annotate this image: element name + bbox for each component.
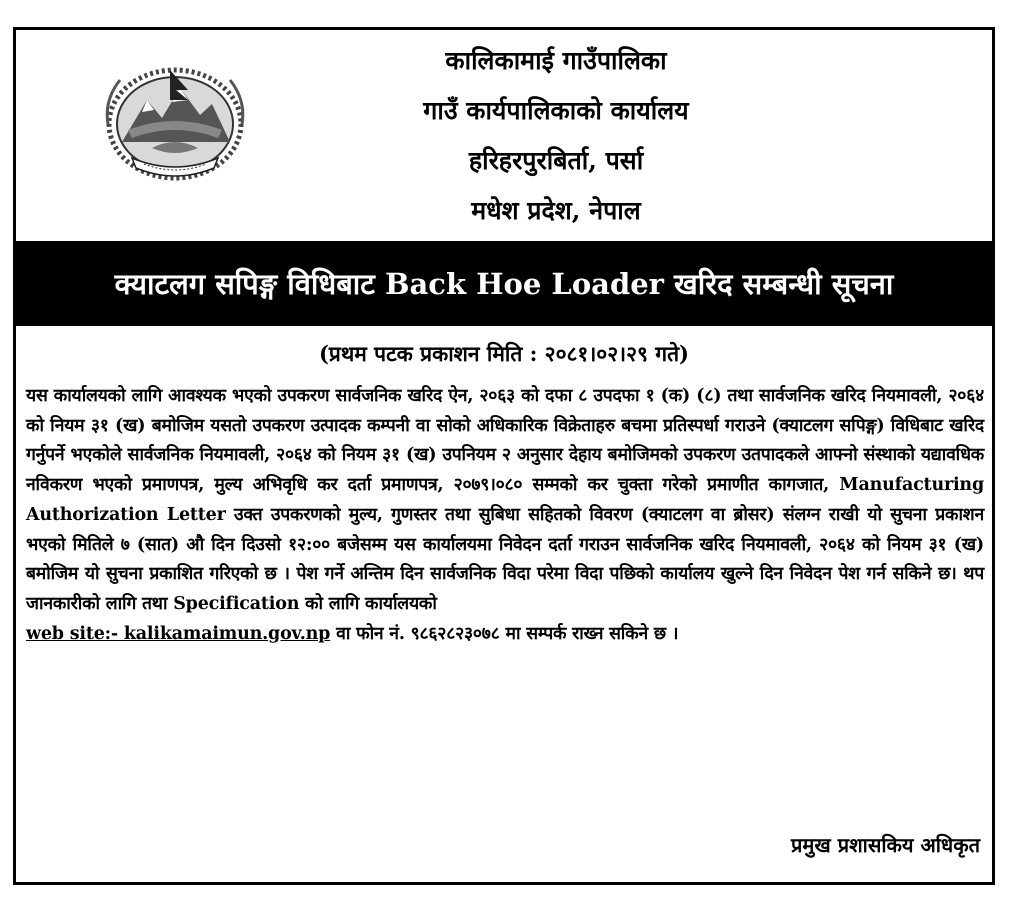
notice-body-text: यस कार्यालयको लागि आवश्यक भएको उपकरण सार्वजनिक खरिद ऐन, २०६३ को दफा ८ उपदफा १ (क) (८) तथा सार्वजनिक खरिद नियमावली, २०६४ को नियम ३१ (ख) बमोजिम यसतो उपकरण उत्पादक कम्पनी वा सोको अधिकारिक विक्रेताहरु बचमा प्रतिस्पर्धा गराउने (क्याटलग सपिङ्ग) विधिबाट खरिद गर्नुपर्ने भएकोले सार्वजनिक नियमावली, २०६४ को नियम ३१ (ख) उपनियम २ अनुसार देहाय बमोजिमको उपकरण उतपादकले आफ्नो संस्थाको यद्यावधिक नविकरण भएको प्रमाणपत्र, मुल्य अभिवृधि कर दर्ता प्रमाणपत्र, २०७९।०८० सम्मको कर चुक्ता गरेको प्रमाणीत कागजात, Manufacturing Authorization Letter उक्त उपकरणको मुल्य, गुणस्तर तथा सुबिधा सहितको विवरण (क्याटलग वा ब्रोसर) संलग्न राखी यो सुचना प्रकाशन भएको मितिले ७ (सात) औ दिन दिउसो १२:०० बजेसम्म यस कार्यालयमा निवेदन दर्ता गराउन सार्वजनिक खरिद नियमावली, २०६४ को नियम ३१ (ख) बमोजिम यो सुचना प्रकाशित गरिएको छ । पेश गर्ने अन्तिम दिन सार्वजनिक विदा परेमा विदा पछिको कार्यालय खुल्ने दिन निवेदन पेश गर्न सकिने छ। थप जानकारीको लागि तथा Specification को लागि कार्यालयको xyxy=(26,386,984,614)
website-link[interactable]: web site:- kalikamaimun.gov.np xyxy=(26,623,331,644)
municipality-name: कालिकामाई गाउँपालिका xyxy=(445,46,667,75)
signatory-title: प्रमुख प्रशासकिय अधिकृत xyxy=(791,833,980,857)
notice-header xyxy=(16,30,992,241)
office-location: हरिहरपुरबिर्ता, पर्सा xyxy=(468,146,644,175)
publication-date: (प्रथम पटक प्रकाशन मिति : २०८१।०२।२९ गते) xyxy=(319,341,689,366)
office-name: गाउँ कार्यपालिकाको कार्यालय xyxy=(423,96,689,125)
notice-title: क्याटलग सपिङ्ग विधिबाट Back Hoe Loader खरिद सम्बन्धी सूचना xyxy=(114,267,894,301)
notice-closing-text: वा फोन नं. ९८६२८२३०७८ मा सम्पर्क राख्न सकिने छ । xyxy=(336,623,679,644)
notice-title-bar xyxy=(16,241,992,326)
office-address-block xyxy=(216,36,896,236)
province-country: मधेश प्रदेश, नेपाल xyxy=(471,196,641,225)
notice-body xyxy=(26,382,984,649)
notice-frame xyxy=(13,27,995,885)
